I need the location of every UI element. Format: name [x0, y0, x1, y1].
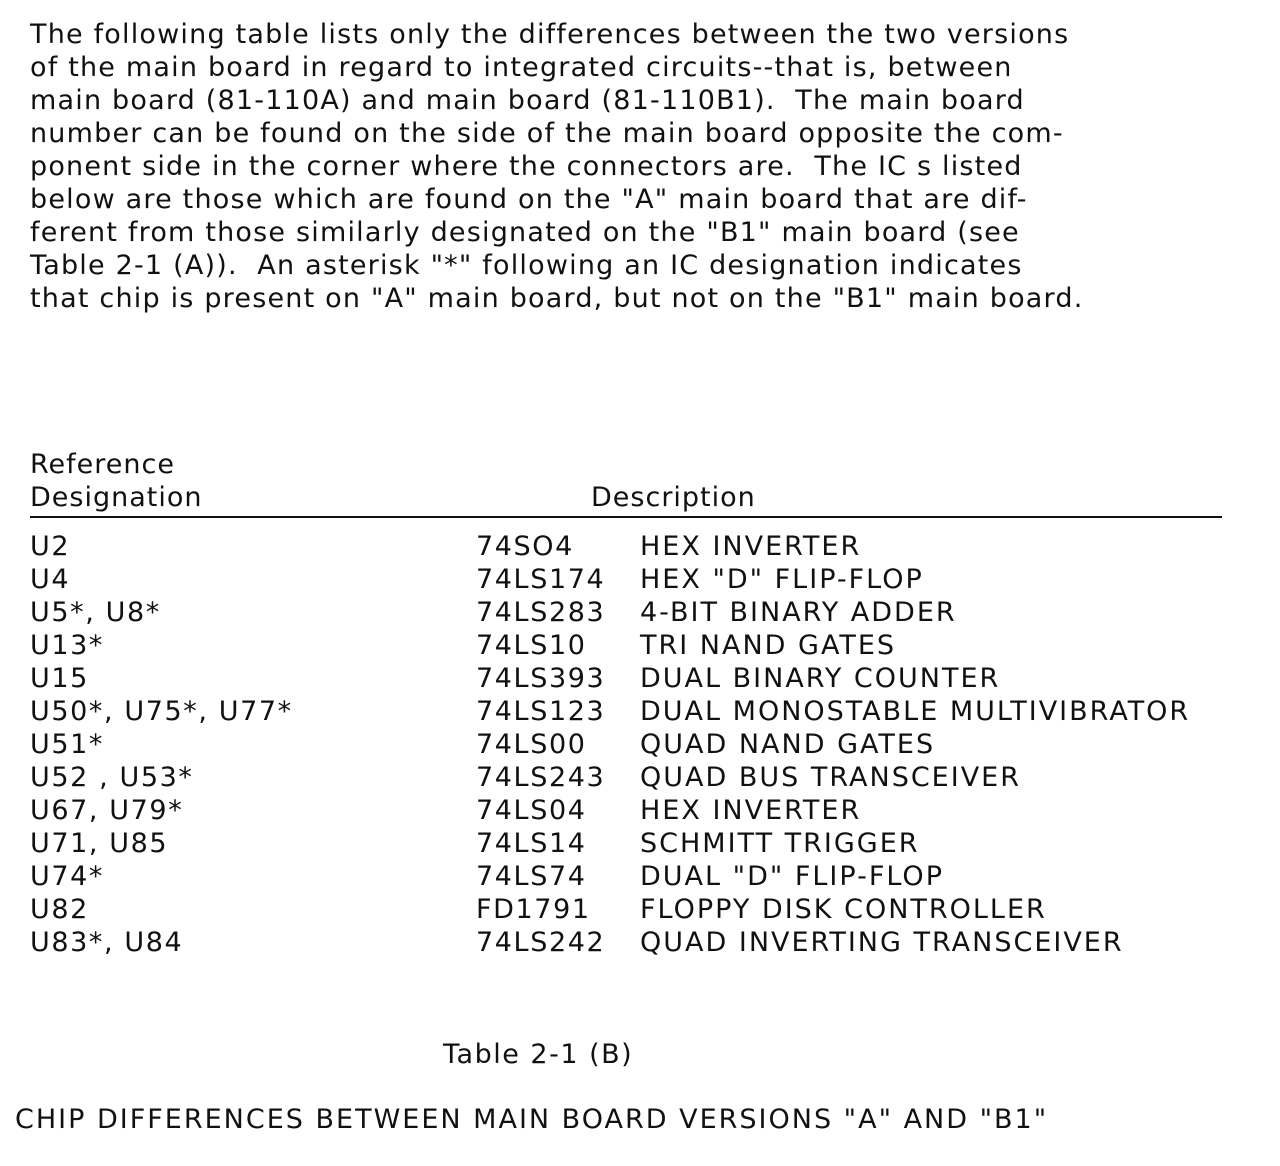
header-reference-designation: [30, 448, 203, 514]
description-cell: QUAD BUS TRANSCEIVER: [640, 762, 1021, 793]
intro-line: of the main board in regard to integrated circuits--that is, between: [30, 52, 1013, 83]
intro-line: main board (81-110A) and main board (81-110B1). The main board: [30, 85, 1025, 116]
description-cell: 4-BIT BINARY ADDER: [640, 597, 957, 628]
intro-line: that chip is present on "A" main board, but not on the "B1" main board.: [30, 283, 1084, 314]
description-cell: DUAL MONOSTABLE MULTIVIBRATOR: [640, 696, 1191, 727]
part-number-cell: 74LS242: [476, 927, 606, 958]
reference-cell: U82: [30, 894, 89, 925]
table-caption: Table 2-1 (B): [443, 1039, 634, 1070]
part-number-cell: 74LS10: [476, 630, 587, 661]
table-row: [30, 860, 1270, 893]
part-number-cell: 74LS393: [476, 663, 606, 694]
part-number-cell: FD1791: [476, 894, 591, 925]
description-cell: DUAL "D" FLIP-FLOP: [640, 861, 944, 892]
reference-cell: U83*, U84: [30, 927, 184, 958]
description-cell: QUAD INVERTING TRANSCEIVER: [640, 927, 1124, 958]
table-row: [30, 662, 1270, 695]
header-description-label: Description: [591, 482, 756, 513]
table-row: [30, 563, 1270, 596]
table-row: [30, 926, 1270, 959]
intro-line: below are those which are found on the "A" main board that are dif-: [30, 184, 1028, 215]
table-header: [30, 448, 1222, 518]
table-row: [30, 596, 1270, 629]
reference-cell: U50*, U75*, U77*: [30, 696, 293, 727]
intro-line: Table 2-1 (A)). An asterisk "*" following an IC designation indicates: [30, 250, 1023, 281]
part-number-cell: 74LS123: [476, 696, 606, 727]
description-cell: HEX INVERTER: [640, 795, 862, 826]
description-cell: HEX INVERTER: [640, 531, 862, 562]
table-row: [30, 530, 1270, 563]
part-number-cell: 74SO4: [476, 531, 574, 562]
reference-cell: U71, U85: [30, 828, 169, 859]
reference-cell: U4: [30, 564, 71, 595]
reference-cell: U67, U79*: [30, 795, 184, 826]
reference-cell: U52 , U53*: [30, 762, 194, 793]
description-cell: HEX "D" FLIP-FLOP: [640, 564, 924, 595]
intro-paragraph: [30, 18, 1260, 315]
table-row: [30, 728, 1270, 761]
reference-cell: U5*, U8*: [30, 597, 161, 628]
part-number-cell: 74LS243: [476, 762, 606, 793]
reference-cell: U15: [30, 663, 89, 694]
reference-cell: U13*: [30, 630, 105, 661]
intro-line: The following table lists only the differences between the two versions: [30, 19, 1070, 50]
reference-cell: U51*: [30, 729, 105, 760]
table-row: [30, 794, 1270, 827]
intro-line: ponent side in the corner where the connectors are. The IC s listed: [30, 151, 1023, 182]
table-row: [30, 629, 1270, 662]
reference-cell: U2: [30, 531, 71, 562]
intro-line: ferent from those similarly designated on the "B1" main board (see: [30, 217, 1020, 248]
part-number-cell: 74LS74: [476, 861, 587, 892]
chip-table-body: [30, 530, 1270, 959]
header-designation-label: Designation: [30, 482, 203, 513]
table-row: [30, 695, 1270, 728]
description-cell: SCHMITT TRIGGER: [640, 828, 920, 859]
part-number-cell: 74LS00: [476, 729, 587, 760]
table-row: [30, 893, 1270, 926]
part-number-cell: 74LS174: [476, 564, 606, 595]
part-number-cell: 74LS14: [476, 828, 587, 859]
description-cell: QUAD NAND GATES: [640, 729, 936, 760]
part-number-cell: 74LS283: [476, 597, 606, 628]
header-reference-label: Reference: [30, 449, 175, 480]
table-row: [30, 761, 1270, 794]
table-subtitle: CHIP DIFFERENCES BETWEEN MAIN BOARD VERSIONS "A" AND "B1": [15, 1104, 1049, 1135]
intro-line: number can be found on the side of the main board opposite the com-: [30, 118, 1064, 149]
description-cell: DUAL BINARY COUNTER: [640, 663, 1001, 694]
description-cell: FLOPPY DISK CONTROLLER: [640, 894, 1047, 925]
table-row: [30, 827, 1270, 860]
description-cell: TRI NAND GATES: [640, 630, 897, 661]
reference-cell: U74*: [30, 861, 105, 892]
part-number-cell: 74LS04: [476, 795, 587, 826]
